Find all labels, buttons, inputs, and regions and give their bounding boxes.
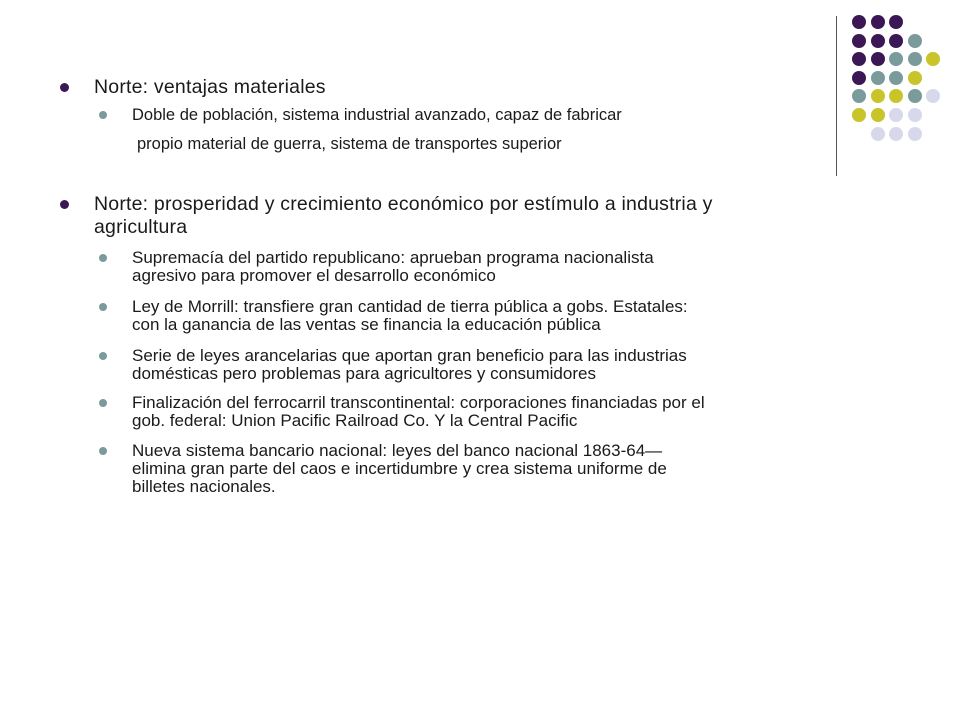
decorative-dot	[852, 34, 866, 48]
decorative-dot	[889, 89, 903, 103]
bullet-text: Norte: prosperidad y crecimiento económico por estímulo a industria y	[94, 193, 713, 215]
decorative-dot	[871, 127, 885, 141]
bullet-level2	[132, 347, 687, 383]
decorative-dot	[926, 89, 940, 103]
bullet-text: agresivo para promover el desarrollo económico	[132, 266, 496, 285]
decorative-dot	[926, 52, 940, 66]
decorative-dot	[871, 34, 885, 48]
bullet-dot	[99, 447, 107, 455]
bullet-dot	[99, 111, 107, 119]
decorative-dot	[871, 15, 885, 29]
bullet-text: Doble de población, sistema industrial avanzado, capaz de fabricar	[132, 106, 622, 124]
divider-line	[836, 16, 837, 176]
bullet-text: agricultura	[94, 216, 188, 238]
decorative-dot	[852, 108, 866, 122]
bullet-level2	[132, 249, 654, 285]
decorative-dot	[852, 15, 866, 29]
decorative-dot	[908, 89, 922, 103]
bullet-text: Finalización del ferrocarril transcontinental: corporaciones financiadas por el	[132, 393, 705, 412]
bullet-dot	[99, 352, 107, 360]
bullet-text: Serie de leyes arancelarias que aportan gran beneficio para las industrias	[132, 346, 687, 365]
bullet-continuation	[137, 135, 562, 153]
bullet-level1	[94, 76, 326, 99]
bullet-text: Ley de Morrill: transfiere gran cantidad de tierra pública a gobs. Estatales:	[132, 297, 688, 316]
decorative-dot	[852, 52, 866, 66]
bullet-text: billetes nacionales.	[132, 477, 276, 496]
bullet-dot	[99, 399, 107, 407]
bullet-text: Supremacía del partido republicano: aprueban programa nacionalista	[132, 248, 654, 267]
bullet-level2	[132, 298, 688, 334]
bullet-text: domésticas pero problemas para agricultores y consumidores	[132, 364, 596, 383]
decorative-dot	[889, 52, 903, 66]
bullet-dot	[99, 303, 107, 311]
decorative-dot	[889, 71, 903, 85]
bullet-text: con la ganancia de las ventas se financia la educación pública	[132, 315, 601, 334]
decorative-dot	[908, 127, 922, 141]
decorative-dot	[889, 108, 903, 122]
decorative-dot	[871, 71, 885, 85]
decorative-dot	[908, 34, 922, 48]
bullet-text: elimina gran parte del caos e incertidumbre y crea sistema uniforme de	[132, 459, 667, 478]
decorative-dot	[889, 34, 903, 48]
decorative-dot	[852, 71, 866, 85]
decorative-dot	[852, 89, 866, 103]
decorative-dot	[908, 108, 922, 122]
bullet-text: Norte: ventajas materiales	[94, 76, 326, 98]
bullet-dot	[60, 200, 69, 209]
bullet-level2	[132, 394, 705, 430]
bullet-text: propio material de guerra, sistema de transportes superior	[137, 135, 562, 153]
decorative-dot	[871, 108, 885, 122]
decorative-dot	[871, 52, 885, 66]
bullet-level2	[132, 106, 622, 124]
bullet-level1	[94, 193, 713, 239]
bullet-text: Nueva sistema bancario nacional: leyes del banco nacional 1863-64—	[132, 441, 663, 460]
bullet-text: gob. federal: Union Pacific Railroad Co. Y la Central Pacific	[132, 411, 578, 430]
bullet-level2	[132, 442, 667, 496]
bullet-dot	[99, 254, 107, 262]
decorative-dot	[871, 89, 885, 103]
bullet-dot	[60, 83, 69, 92]
decorative-dot	[908, 52, 922, 66]
decorative-dot	[889, 127, 903, 141]
decorative-dot	[889, 15, 903, 29]
decorative-dot	[908, 71, 922, 85]
